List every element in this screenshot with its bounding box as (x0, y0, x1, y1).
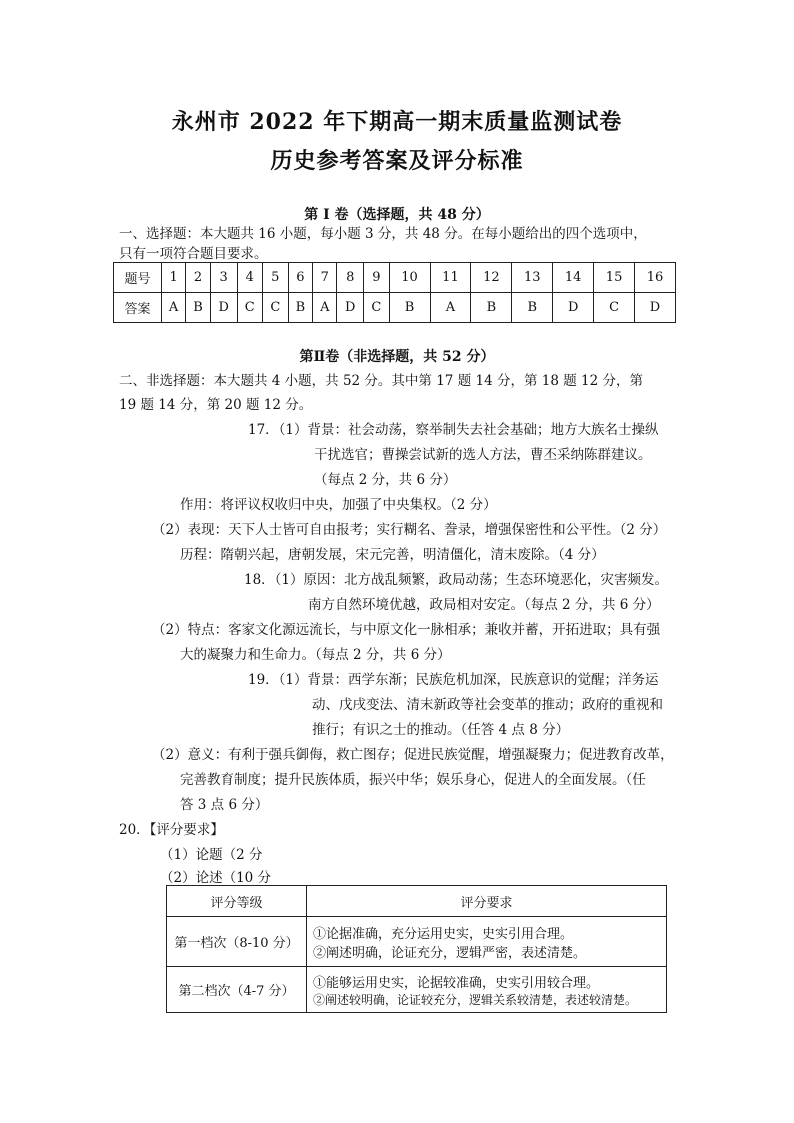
answer-cell: C (263, 293, 289, 323)
q20-line: （1）论题（2 分 (160, 847, 263, 863)
answer-row (114, 293, 676, 323)
answer-cell: A (162, 293, 186, 323)
answer-cell: D (635, 293, 676, 323)
header-requirement: 评分要求 (307, 886, 667, 917)
q17-line: 17．（1）背景：社会动荡，察举制失去社会基础；地方大族名士操纵 (248, 422, 659, 438)
exam-title: 永州市 2022 年下期高一期末质量监测试卷 (171, 109, 623, 135)
question-number-cell: 3 (210, 263, 237, 293)
part1-intro-line2: 只有一项符合题目要求。 (119, 246, 268, 262)
q17-line: 历程：隋朝兴起，唐朝发展，宋元完善，明清僵化，清末废除。（4 分） (180, 547, 605, 563)
q20-line: （2）论述（10 分 (160, 870, 272, 886)
scoring-row (167, 967, 667, 1013)
mc-answer-table (113, 262, 676, 323)
question-number-cell: 15 (594, 263, 635, 293)
answer-cell: B (389, 293, 430, 323)
answer-cell: C (237, 293, 263, 323)
q19-line: 推行；有识之士的推动。（任答 4 点 8 分） (312, 722, 570, 738)
answer-cell: B (288, 293, 313, 323)
requirement-item: ①能够运用史实，论据较准确，史实引用较合理。 (313, 975, 600, 991)
row-label: 题号 (114, 263, 162, 293)
requirement-item: ②阐述较明确，论证较充分，逻辑关系较清楚，表述较清楚。 (313, 992, 638, 1007)
q18-line: （2）特点：客家文化源远流长，与中原文化一脉相承；兼收并蓄，开拓进取；具有强 (152, 622, 661, 638)
question-number-cell: 8 (337, 263, 364, 293)
question-number-cell: 7 (313, 263, 337, 293)
question-number-cell: 4 (237, 263, 263, 293)
q19-line: 完善教育制度；提升民族体质，振兴中华；娱乐身心，促进人的全面发展。（任 (180, 772, 646, 788)
question-number-cell: 14 (553, 263, 594, 293)
question-number-cell: 9 (364, 263, 390, 293)
q19-line: 动、戊戌变法、清末新政等社会变革的推动；政府的重视和 (312, 697, 663, 713)
question-number-cell: 16 (635, 263, 676, 293)
header-level: 评分等级 (167, 886, 307, 917)
question-number-cell: 10 (389, 263, 430, 293)
part2-intro-line1: 二、非选择题：本大题共 4 小题，共 52 分。其中第 17 题 14 分，第 18 题 12 分，第 (119, 373, 643, 389)
part2-intro-line2: 19 题 14 分，第 20 题 12 分。 (119, 397, 313, 413)
q17-line: 作用：将评议权收归中央，加强了中央集权。（2 分） (180, 497, 497, 513)
scoring-table (166, 885, 667, 1013)
question-number-cell: 2 (186, 263, 211, 293)
answer-cell: A (313, 293, 337, 323)
level-cell: 第二档次（4-7 分） (167, 967, 307, 1013)
answer-cell: B (471, 293, 512, 323)
level-cell: 第一档次（8-10 分） (167, 917, 307, 967)
question-number-row (114, 263, 676, 293)
q18-line: 南方自然环境优越，政局相对安定。（每点 2 分，共 6 分） (308, 597, 660, 613)
q19-line: 19．（1）背景：西学东渐；民族危机加深，民族意识的觉醒；洋务运 (248, 672, 659, 688)
q19-line: 答 3 点 6 分） (180, 797, 269, 813)
part2-heading: 第Ⅱ卷（非选择题，共 52 分） (299, 349, 495, 365)
part1-heading: 第 I 卷（选择题，共 48 分） (304, 207, 490, 223)
question-number-cell: 12 (471, 263, 512, 293)
row-label: 答案 (114, 293, 162, 323)
answer-cell: B (186, 293, 211, 323)
requirement-cell (307, 917, 667, 967)
answer-cell: D (210, 293, 237, 323)
q17-line: （2）表现：天下人士皆可自由报考；实行糊名、誊录，增强保密性和公平性。（2 分） (152, 522, 667, 538)
part1-intro-line1: 一、选择题：本大题共 16 小题，每小题 3 分，共 48 分。在每小题给出的四个选项中， (119, 226, 647, 242)
q18-line: 大的凝聚力和生命力。（每点 2 分，共 6 分） (180, 647, 451, 663)
answer-cell: C (594, 293, 635, 323)
q17-line: 干扰选官；曹操尝试新的选人方法，曹丕采纳陈群建议。 (314, 447, 652, 463)
answer-cell: A (430, 293, 471, 323)
requirement-item: ②阐述明确，论证充分，逻辑严密，表述清楚。 (313, 945, 587, 961)
scoring-table-header (167, 886, 667, 917)
question-number-cell: 5 (263, 263, 289, 293)
answer-cell: C (364, 293, 390, 323)
answer-cell: D (553, 293, 594, 323)
requirement-item: ①论据准确，充分运用史实，史实引用合理。 (313, 926, 574, 942)
requirement-cell (307, 967, 667, 1013)
q18-line: 18．（1）原因：北方战乱频繁，政局动荡；生态环境恶化，灾害频发。 (244, 572, 669, 588)
document-subtitle: 历史参考答案及评分标准 (270, 148, 524, 174)
question-number-cell: 1 (162, 263, 186, 293)
q19-line: （2）意义：有利于强兵御侮，救亡图存；促进民族觉醒，增强凝聚力；促进教育改革， (152, 747, 674, 763)
answer-cell: D (337, 293, 364, 323)
answer-cell: B (512, 293, 553, 323)
question-number-cell: 13 (512, 263, 553, 293)
scoring-row (167, 917, 667, 967)
question-number-cell: 11 (430, 263, 471, 293)
q20-heading: 20．【评分要求】 (119, 822, 224, 838)
question-number-cell: 6 (288, 263, 313, 293)
q17-line: （每点 2 分，共 6 分） (314, 472, 457, 488)
